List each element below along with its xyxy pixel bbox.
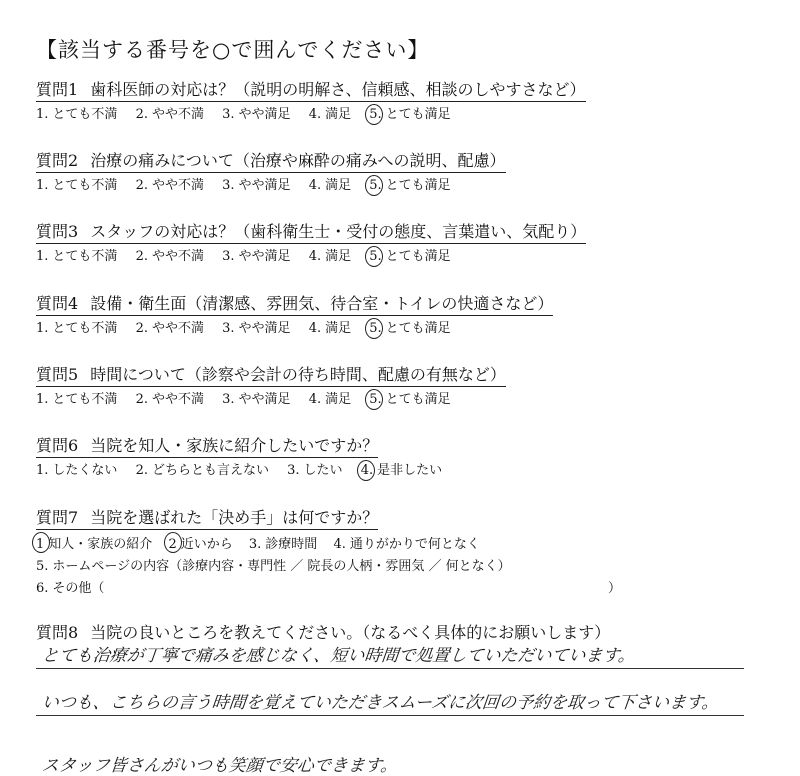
q7-option-2-circled[interactable]: 2 近いから bbox=[168, 537, 233, 552]
question-text: 当院を選ばれた「決め手」は何ですか？ bbox=[90, 508, 379, 527]
option-2[interactable]: 2. やや不満 bbox=[135, 107, 204, 122]
option-4[interactable]: 4. 満足 bbox=[308, 249, 352, 264]
question-number: 質問1 bbox=[36, 80, 79, 99]
option-3[interactable]: 3. したい bbox=[287, 463, 343, 478]
question-2 bbox=[36, 151, 506, 195]
other-close-paren: ） bbox=[608, 581, 622, 596]
answer-line-2 bbox=[36, 689, 744, 716]
option-5-circled[interactable]: 5. とても満足 bbox=[369, 249, 451, 264]
question-number: 質問4 bbox=[36, 294, 79, 313]
question-4 bbox=[36, 294, 553, 338]
question-text: 当院を知人・家族に紹介したいですか？ bbox=[90, 436, 379, 455]
answer-line-3 bbox=[36, 736, 744, 776]
question-7 bbox=[36, 508, 622, 600]
option-2[interactable]: 2. やや不満 bbox=[135, 249, 204, 264]
question-text: 治療の痛みについて（治療や麻酔の痛みへの説明、配慮） bbox=[90, 151, 506, 170]
answer-options bbox=[36, 462, 456, 480]
question-1 bbox=[36, 80, 586, 124]
question-number: 質問7 bbox=[36, 508, 79, 527]
question-3 bbox=[36, 222, 586, 266]
question-5 bbox=[36, 365, 506, 409]
q7-option-6[interactable]: 6. その他（ bbox=[36, 581, 105, 596]
question-title bbox=[36, 151, 506, 173]
option-2[interactable]: 2. やや不満 bbox=[135, 178, 204, 193]
question-title bbox=[36, 294, 553, 316]
answer-options bbox=[36, 106, 586, 124]
question-text: 当院の良いところを教えてください。（なるべく具体的にお願いします） bbox=[90, 623, 611, 642]
handwritten-answer: スタッフ皆さんがいつも笑顔で安心できます。 bbox=[40, 756, 399, 776]
q7-options-row-1 bbox=[36, 534, 523, 556]
q7-option-4[interactable]: 4. 通りがかりで何となく bbox=[333, 537, 480, 552]
question-text: 設備・衛生面（清潔感、雰囲気、待合室・トイレの快適さなど） bbox=[90, 294, 554, 313]
option-1[interactable]: 1. とても不満 bbox=[36, 392, 118, 407]
q7-option-3[interactable]: 3. 診療時間 bbox=[248, 537, 318, 552]
question-number: 質問8 bbox=[36, 623, 79, 642]
answer-options bbox=[36, 248, 586, 266]
q7-option-1-circled[interactable]: 1 知人・家族の紹介 bbox=[36, 537, 153, 552]
q7-options-row-2 bbox=[36, 556, 523, 578]
answer-options bbox=[36, 320, 553, 338]
instruction-header: 【該当する番号を○で囲んでください】 bbox=[36, 38, 430, 62]
option-3[interactable]: 3. やや満足 bbox=[222, 321, 291, 336]
option-3[interactable]: 3. やや満足 bbox=[222, 249, 291, 264]
option-4[interactable]: 4. 満足 bbox=[308, 107, 352, 122]
handwritten-answer: いつも、こちらの言う時間を覚えていただきスムーズに次回の予約を取って下さいます。 bbox=[40, 693, 720, 713]
option-5-circled[interactable]: 5. とても満足 bbox=[369, 107, 451, 122]
option-1[interactable]: 1. したくない bbox=[36, 463, 118, 478]
option-2[interactable]: 2. どちらとも言えない bbox=[135, 463, 269, 478]
question-title bbox=[36, 436, 378, 458]
option-2[interactable]: 2. やや不満 bbox=[135, 321, 204, 336]
q7-option-5[interactable]: 5. ホームページの内容（診療内容・専門性 ／ 院長の人柄・雰囲気 ／ 何となく） bbox=[36, 559, 511, 574]
question-number: 質問2 bbox=[36, 151, 79, 170]
question-title bbox=[36, 222, 586, 244]
option-1[interactable]: 1. とても不満 bbox=[36, 107, 118, 122]
option-2[interactable]: 2. やや不満 bbox=[135, 392, 204, 407]
question-title bbox=[36, 80, 586, 102]
option-1[interactable]: 1. とても不満 bbox=[36, 321, 118, 336]
option-3[interactable]: 3. やや満足 bbox=[222, 178, 291, 193]
option-1[interactable]: 1. とても不満 bbox=[36, 178, 118, 193]
option-4[interactable]: 4. 満足 bbox=[308, 178, 352, 193]
question-text: 歯科医師の対応は？（説明の明解さ、信頼感、相談のしやすさなど） bbox=[90, 80, 586, 99]
question-title bbox=[36, 508, 378, 530]
q7-options-row-3 bbox=[36, 578, 622, 600]
question-title bbox=[36, 365, 506, 387]
option-4-circled[interactable]: 4. 是非したい bbox=[360, 463, 443, 478]
question-text: 時間について（診察や会計の待ち時間、配慮の有無など） bbox=[90, 365, 506, 384]
answer-line-1 bbox=[36, 642, 744, 669]
answer-options bbox=[36, 391, 506, 409]
option-5-circled[interactable]: 5. とても満足 bbox=[369, 321, 451, 336]
answer-options bbox=[36, 177, 506, 195]
handwritten-answer: とても治療が丁寧で痛みを感じなく、短い時間で処置していただいています。 bbox=[40, 646, 637, 666]
option-5-circled[interactable]: 5. とても満足 bbox=[369, 392, 451, 407]
question-number: 質問5 bbox=[36, 365, 79, 384]
option-3[interactable]: 3. やや満足 bbox=[222, 107, 291, 122]
option-5-circled[interactable]: 5. とても満足 bbox=[369, 178, 451, 193]
option-3[interactable]: 3. やや満足 bbox=[222, 392, 291, 407]
question-6 bbox=[36, 436, 456, 480]
question-text: スタッフの対応は？（歯科衛生士・受付の態度、言葉遣い、気配り） bbox=[90, 222, 587, 241]
q8-answer-area[interactable] bbox=[36, 642, 744, 776]
question-number: 質問6 bbox=[36, 436, 79, 455]
option-4[interactable]: 4. 満足 bbox=[308, 392, 352, 407]
option-1[interactable]: 1. とても不満 bbox=[36, 249, 118, 264]
question-number: 質問3 bbox=[36, 222, 79, 241]
option-4[interactable]: 4. 満足 bbox=[308, 321, 352, 336]
